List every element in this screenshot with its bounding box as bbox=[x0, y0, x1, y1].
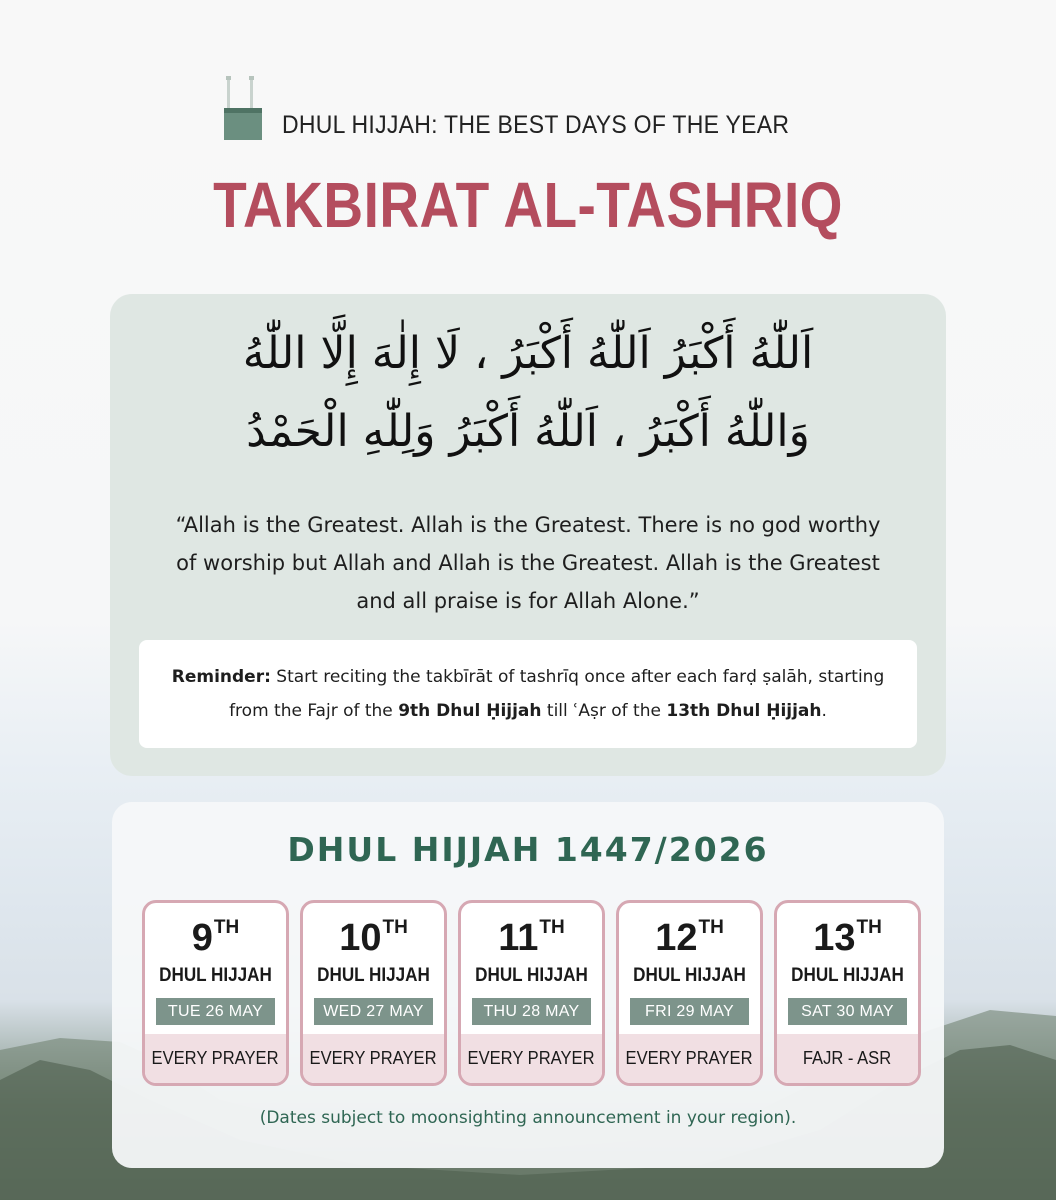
page-title: TAKBIRAT AL-TASHRIQ bbox=[213, 169, 843, 241]
day-number-value: 13 bbox=[813, 917, 856, 959]
day-prayer-text: EVERY PRAYER bbox=[309, 1048, 438, 1068]
day-prayer-text: EVERY PRAYER bbox=[625, 1048, 754, 1068]
day-month: DHUL HIJJAH bbox=[475, 965, 588, 986]
day-number bbox=[145, 917, 286, 960]
day-number bbox=[303, 917, 444, 960]
day-number-suffix: TH bbox=[856, 917, 882, 938]
day-number-value: 11 bbox=[498, 917, 539, 959]
day-month: DHUL HIJJAH bbox=[159, 965, 272, 986]
kaaba-minarets-icon bbox=[222, 74, 264, 142]
day-month: DHUL HIJJAH bbox=[791, 965, 904, 986]
day-card-9th bbox=[142, 900, 289, 1086]
day-date-badge: FRI 29 MAY bbox=[630, 998, 749, 1025]
reminder-start-date: 9th Dhul Ḥijjah bbox=[398, 701, 542, 721]
header-subtitle: DHUL HIJJAH: THE BEST DAYS OF THE YEAR bbox=[282, 111, 790, 139]
reminder-box bbox=[139, 640, 917, 748]
calendar-title: DHUL HIJJAH 1447/2026 bbox=[287, 830, 769, 869]
reminder-label: Reminder: bbox=[171, 667, 271, 687]
day-number-suffix: TH bbox=[698, 917, 724, 938]
day-number bbox=[777, 917, 918, 960]
day-prayer-label bbox=[145, 1034, 286, 1083]
day-prayer-label bbox=[777, 1034, 918, 1083]
translation-text: “Allah is the Greatest. Allah is the Greatest. There is no god worthy of worship but Allah and Allah is the Greatest. Allah is the Greatest and all praise is for Allah Alone.” bbox=[175, 513, 881, 613]
day-date-badge: WED 27 MAY bbox=[314, 998, 433, 1025]
arabic-text-line-1: اَللّٰهُ أَكْبَرُ اَللّٰهُ أَكْبَرُ ، لَا إِلٰهَ إِلَّا اللّٰهُ bbox=[242, 328, 814, 379]
day-number-value: 9 bbox=[191, 917, 213, 959]
day-number-value: 12 bbox=[655, 917, 698, 959]
reminder-text-part-2: till ʿAṣr of the bbox=[541, 701, 667, 721]
day-date-badge: SAT 30 MAY bbox=[788, 998, 907, 1025]
day-card-13th bbox=[774, 900, 921, 1086]
day-prayer-text: EVERY PRAYER bbox=[467, 1048, 596, 1068]
moonsighting-note: (Dates subject to moonsighting announcement in your region). bbox=[259, 1108, 797, 1128]
header bbox=[0, 74, 1056, 142]
day-month: DHUL HIJJAH bbox=[317, 965, 430, 986]
day-number-suffix: TH bbox=[539, 917, 565, 938]
arabic-text-line-2: وَاللّٰهُ أَكْبَرُ ، اَللّٰهُ أَكْبَرُ وَلِلّٰهِ الْحَمْدُ bbox=[246, 406, 810, 457]
day-card-12th bbox=[616, 900, 763, 1086]
day-number bbox=[461, 917, 602, 960]
day-number bbox=[619, 917, 760, 960]
dates-card bbox=[112, 802, 944, 1168]
day-prayer-label bbox=[303, 1034, 444, 1083]
day-number-value: 10 bbox=[339, 917, 382, 959]
day-month: DHUL HIJJAH bbox=[633, 965, 746, 986]
day-card-11th bbox=[458, 900, 605, 1086]
reminder-text-part-1: Start reciting the takbīrāt of tashrīq once after each farḍ ṣalāh, starting from the Fajr of the bbox=[229, 667, 885, 721]
reminder-text bbox=[159, 660, 897, 728]
day-prayer-text: EVERY PRAYER bbox=[151, 1048, 280, 1068]
reminder-end-date: 13th Dhul Ḥijjah bbox=[666, 701, 822, 721]
day-prayer-text: FAJR - ASR bbox=[803, 1048, 892, 1068]
day-prayer-label bbox=[461, 1034, 602, 1083]
day-number-suffix: TH bbox=[382, 917, 408, 938]
day-number-suffix: TH bbox=[213, 917, 240, 938]
day-prayer-label bbox=[619, 1034, 760, 1083]
reminder-text-part-3: . bbox=[821, 701, 827, 721]
day-date-badge: THU 28 MAY bbox=[472, 998, 591, 1025]
day-card-10th bbox=[300, 900, 447, 1086]
day-date-badge: TUE 26 MAY bbox=[156, 998, 275, 1025]
dua-card bbox=[110, 294, 946, 776]
